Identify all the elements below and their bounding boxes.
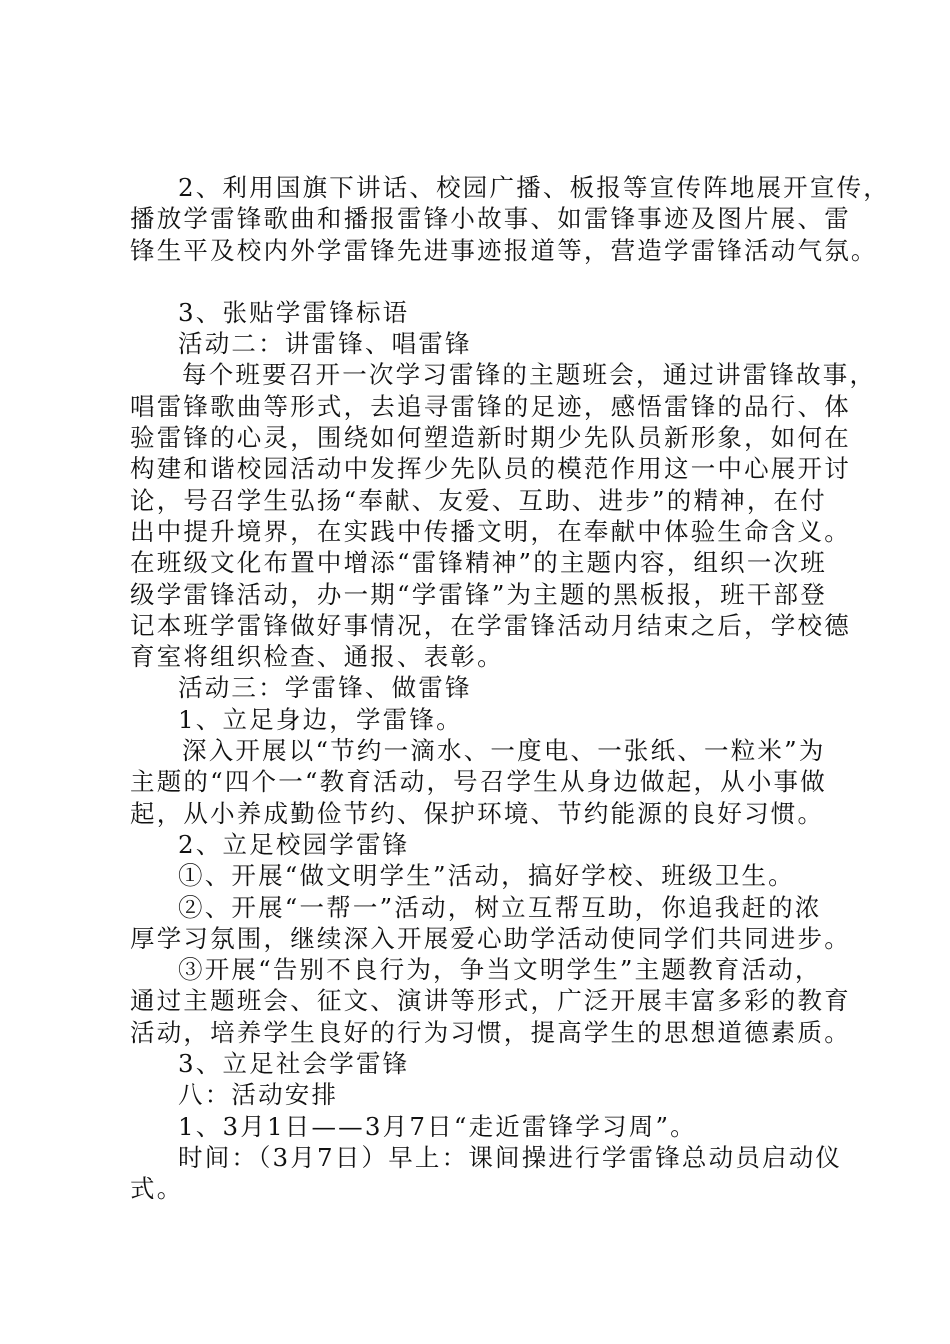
paragraph-line: 唱雷锋歌曲等形式，去追寻雷锋的足迹，感悟雷锋的品行、体 <box>130 391 851 421</box>
paragraph-line: ③开展“告别不良行为，争当文明学生”主题教育活动， <box>178 955 822 985</box>
paragraph-line: 深入开展以“节约一滴水、一度电、一张纸、一粒米”为 <box>182 736 826 766</box>
list-item: ①、开展“做文明学生”活动，搞好学校、班级卫生。 <box>178 861 795 891</box>
paragraph-line: 厚学习氛围，继续深入开展爱心助学活动使同学们共同进步。 <box>130 923 851 953</box>
list-item: 1、立足身边，学雷锋。 <box>178 704 463 734</box>
paragraph-line: 育室将组织检查、通报、表彰。 <box>130 642 504 672</box>
document-body <box>130 172 890 1205</box>
paragraph-line: 起，从小养成勤俭节约、保护环境、节约能源的良好习惯。 <box>130 798 825 828</box>
list-item: 3、张贴学雷锋标语 <box>178 297 410 327</box>
paragraph-line: 式。 <box>130 1174 184 1204</box>
paragraph-line: 活动，培养学生良好的行为习惯，提高学生的思想道德素质。 <box>130 1017 851 1047</box>
paragraph-line: 级学雷锋活动，办一期“学雷锋”为主题的黑板报，班干部登 <box>130 579 827 609</box>
section-heading: 活动二：讲雷锋、唱雷锋 <box>178 329 472 359</box>
list-item: 2、立足校园学雷锋 <box>178 829 410 859</box>
paragraph-line: 每个班要召开一次学习雷锋的主题班会，通过讲雷锋故事， <box>182 360 877 390</box>
paragraph-line: 记本班学雷锋做好事情况，在学雷锋活动月结束之后，学校德 <box>130 610 851 640</box>
paragraph-line: 2、利用国旗下讲话、校园广播、板报等宣传阵地展开宣传， <box>178 173 890 202</box>
paragraph-line: 通过主题班会、征文、演讲等形式，广泛开展丰富多彩的教育 <box>130 986 851 1016</box>
paragraph-line: 时间：（3月7日）早上：课间操进行学雷锋总动员启动仪 <box>178 1142 843 1172</box>
paragraph-line: 构建和谐校园活动中发挥少先队员的模范作用这一中心展开讨 <box>130 454 851 484</box>
paragraph-line: 在班级文化布置中增添“雷锋精神”的主题内容，组织一次班 <box>130 548 827 578</box>
paragraph-gap <box>130 266 834 297</box>
paragraph-line: ②、开展“一帮一”活动，树立互帮互助，你追我赶的浓 <box>178 892 822 922</box>
paragraph-line: 主题的“四个一“教育活动，号召学生从身边做起，从小事做 <box>130 767 827 797</box>
paragraph-line: 论，号召学生弘扬“奉献、友爱、互助、进步”的精神，在付 <box>130 485 827 515</box>
paragraph-line: 锋生平及校内外学雷锋先进事迹报道等，营造学雷锋活动气氛。 <box>130 235 878 265</box>
list-item: 3、立足社会学雷锋 <box>178 1049 410 1079</box>
paragraph-line: 播放学雷锋歌曲和播报雷锋小故事、如雷锋事迹及图片展、雷 <box>130 204 851 234</box>
paragraph-line: 出中提升境界，在实践中传播文明，在奉献中体验生命含义。 <box>130 516 851 546</box>
section-heading: 活动三：学雷锋、做雷锋 <box>178 673 472 703</box>
paragraph-line: 验雷锋的心灵，围绕如何塑造新时期少先队员新形象，如何在 <box>130 423 851 453</box>
list-item: 1、3月1日——3月7日“走近雷锋学习周”。 <box>178 1111 697 1141</box>
section-heading: 八：活动安排 <box>178 1080 339 1110</box>
